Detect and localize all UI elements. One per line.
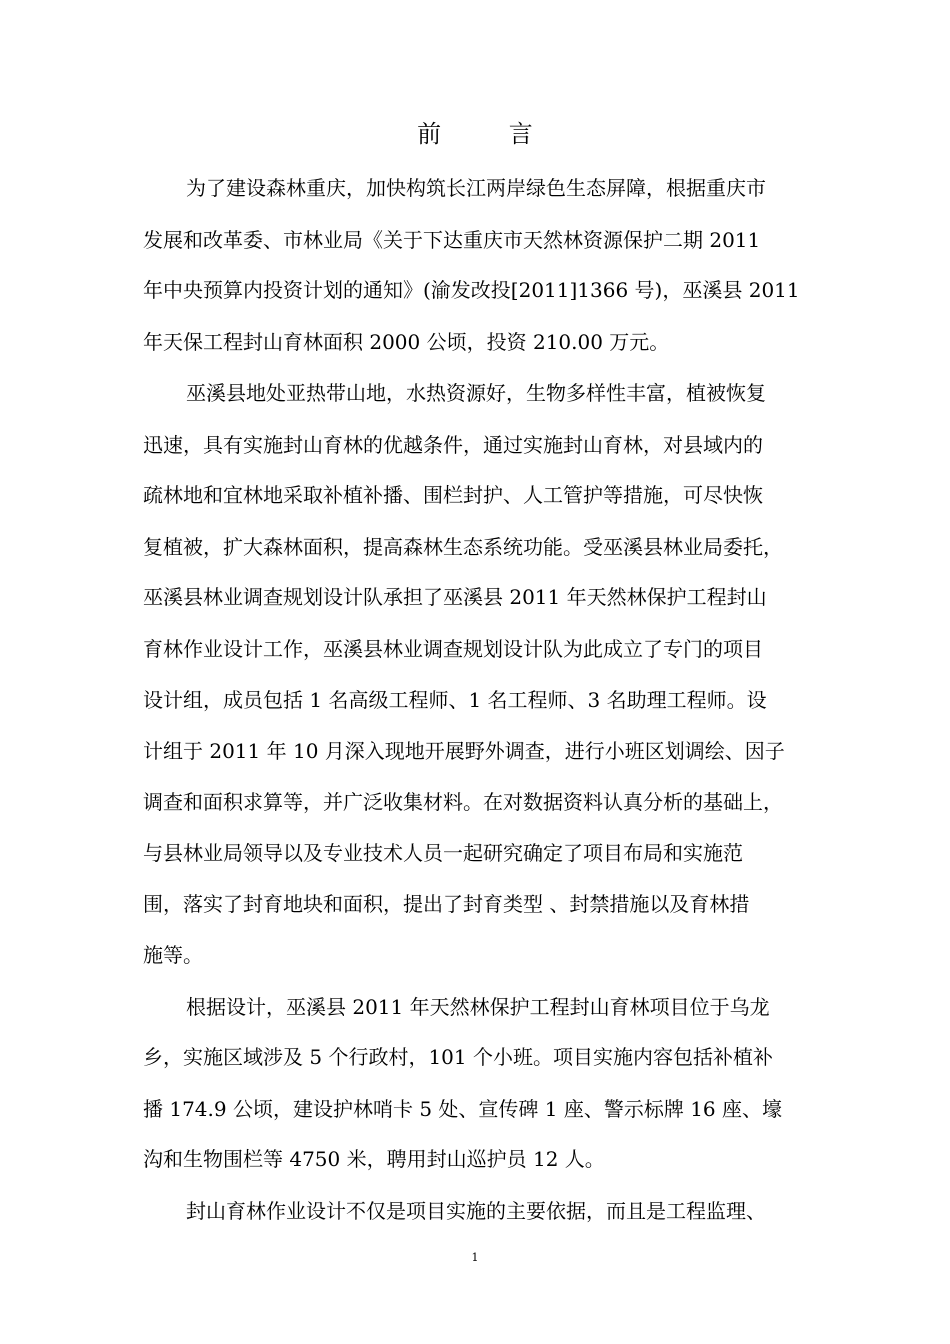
- text-line: 年中央预算内投资计划的通知》(渝发改投[2011]1366 号)，巫溪县 2011: [143, 278, 800, 302]
- text-line: 育林作业设计工作，巫溪县林业调查规划设计队为此成立了专门的项目: [143, 637, 763, 661]
- text-line: 发展和改革委、市林业局《关于下达重庆市天然林资源保护二期 2011: [143, 228, 761, 252]
- text-line: 调查和面积求算等，并广泛收集材料。在对数据资料认真分析的基础上，: [143, 790, 783, 814]
- text-line: 沟和生物围栏等 4750 米，聘用封山巡护员 12 人。: [143, 1147, 605, 1171]
- page-title: 前 言: [417, 120, 563, 148]
- text-line: 播 174.9 公顷，建设护林哨卡 5 处、宣传碑 1 座、警示标牌 16 座、壕: [143, 1097, 783, 1121]
- text-line: 巫溪县林业调查规划设计队承担了巫溪县 2011 年天然林保护工程封山: [143, 585, 767, 609]
- text-line: 与县林业局领导以及专业技术人员一起研究确定了项目布局和实施范: [143, 841, 743, 865]
- text-line: 计组于 2011 年 10 月深入现地开展野外调查，进行小班区划调绘、因子: [143, 739, 785, 763]
- text-line: 乡，实施区域涉及 5 个行政村，101 个小班。项目实施内容包括补植补: [143, 1045, 773, 1069]
- text-line: 施等。: [143, 943, 203, 967]
- text-line: 根据设计，巫溪县 2011 年天然林保护工程封山育林项目位于乌龙: [186, 995, 770, 1019]
- text-line: 巫溪县地处亚热带山地，水热资源好，生物多样性丰富，植被恢复: [186, 381, 766, 405]
- text-line: 设计组，成员包括 1 名高级工程师、1 名工程师、3 名助理工程师。设: [143, 688, 767, 712]
- text-line: 围，落实了封育地块和面积，提出了封育类型 、封禁措施以及育林措: [143, 892, 750, 916]
- text-line: 疏林地和宜林地采取补植补播、围栏封护、人工管护等措施，可尽快恢: [143, 483, 763, 507]
- text-line: 为了建设森林重庆，加快构筑长江两岸绿色生态屏障，根据重庆市: [186, 176, 766, 200]
- page-number: 1: [471, 1251, 479, 1264]
- text-line: 年天保工程封山育林面积 2000 公顷，投资 210.00 万元。: [143, 330, 670, 354]
- text-line: 复植被，扩大森林面积，提高森林生态系统功能。受巫溪县林业局委托，: [143, 535, 783, 559]
- text-line: 迅速，具有实施封山育林的优越条件，通过实施封山育林，对县域内的: [143, 433, 763, 457]
- text-line: 封山育林作业设计不仅是项目实施的主要依据，而且是工程监理、: [186, 1199, 766, 1223]
